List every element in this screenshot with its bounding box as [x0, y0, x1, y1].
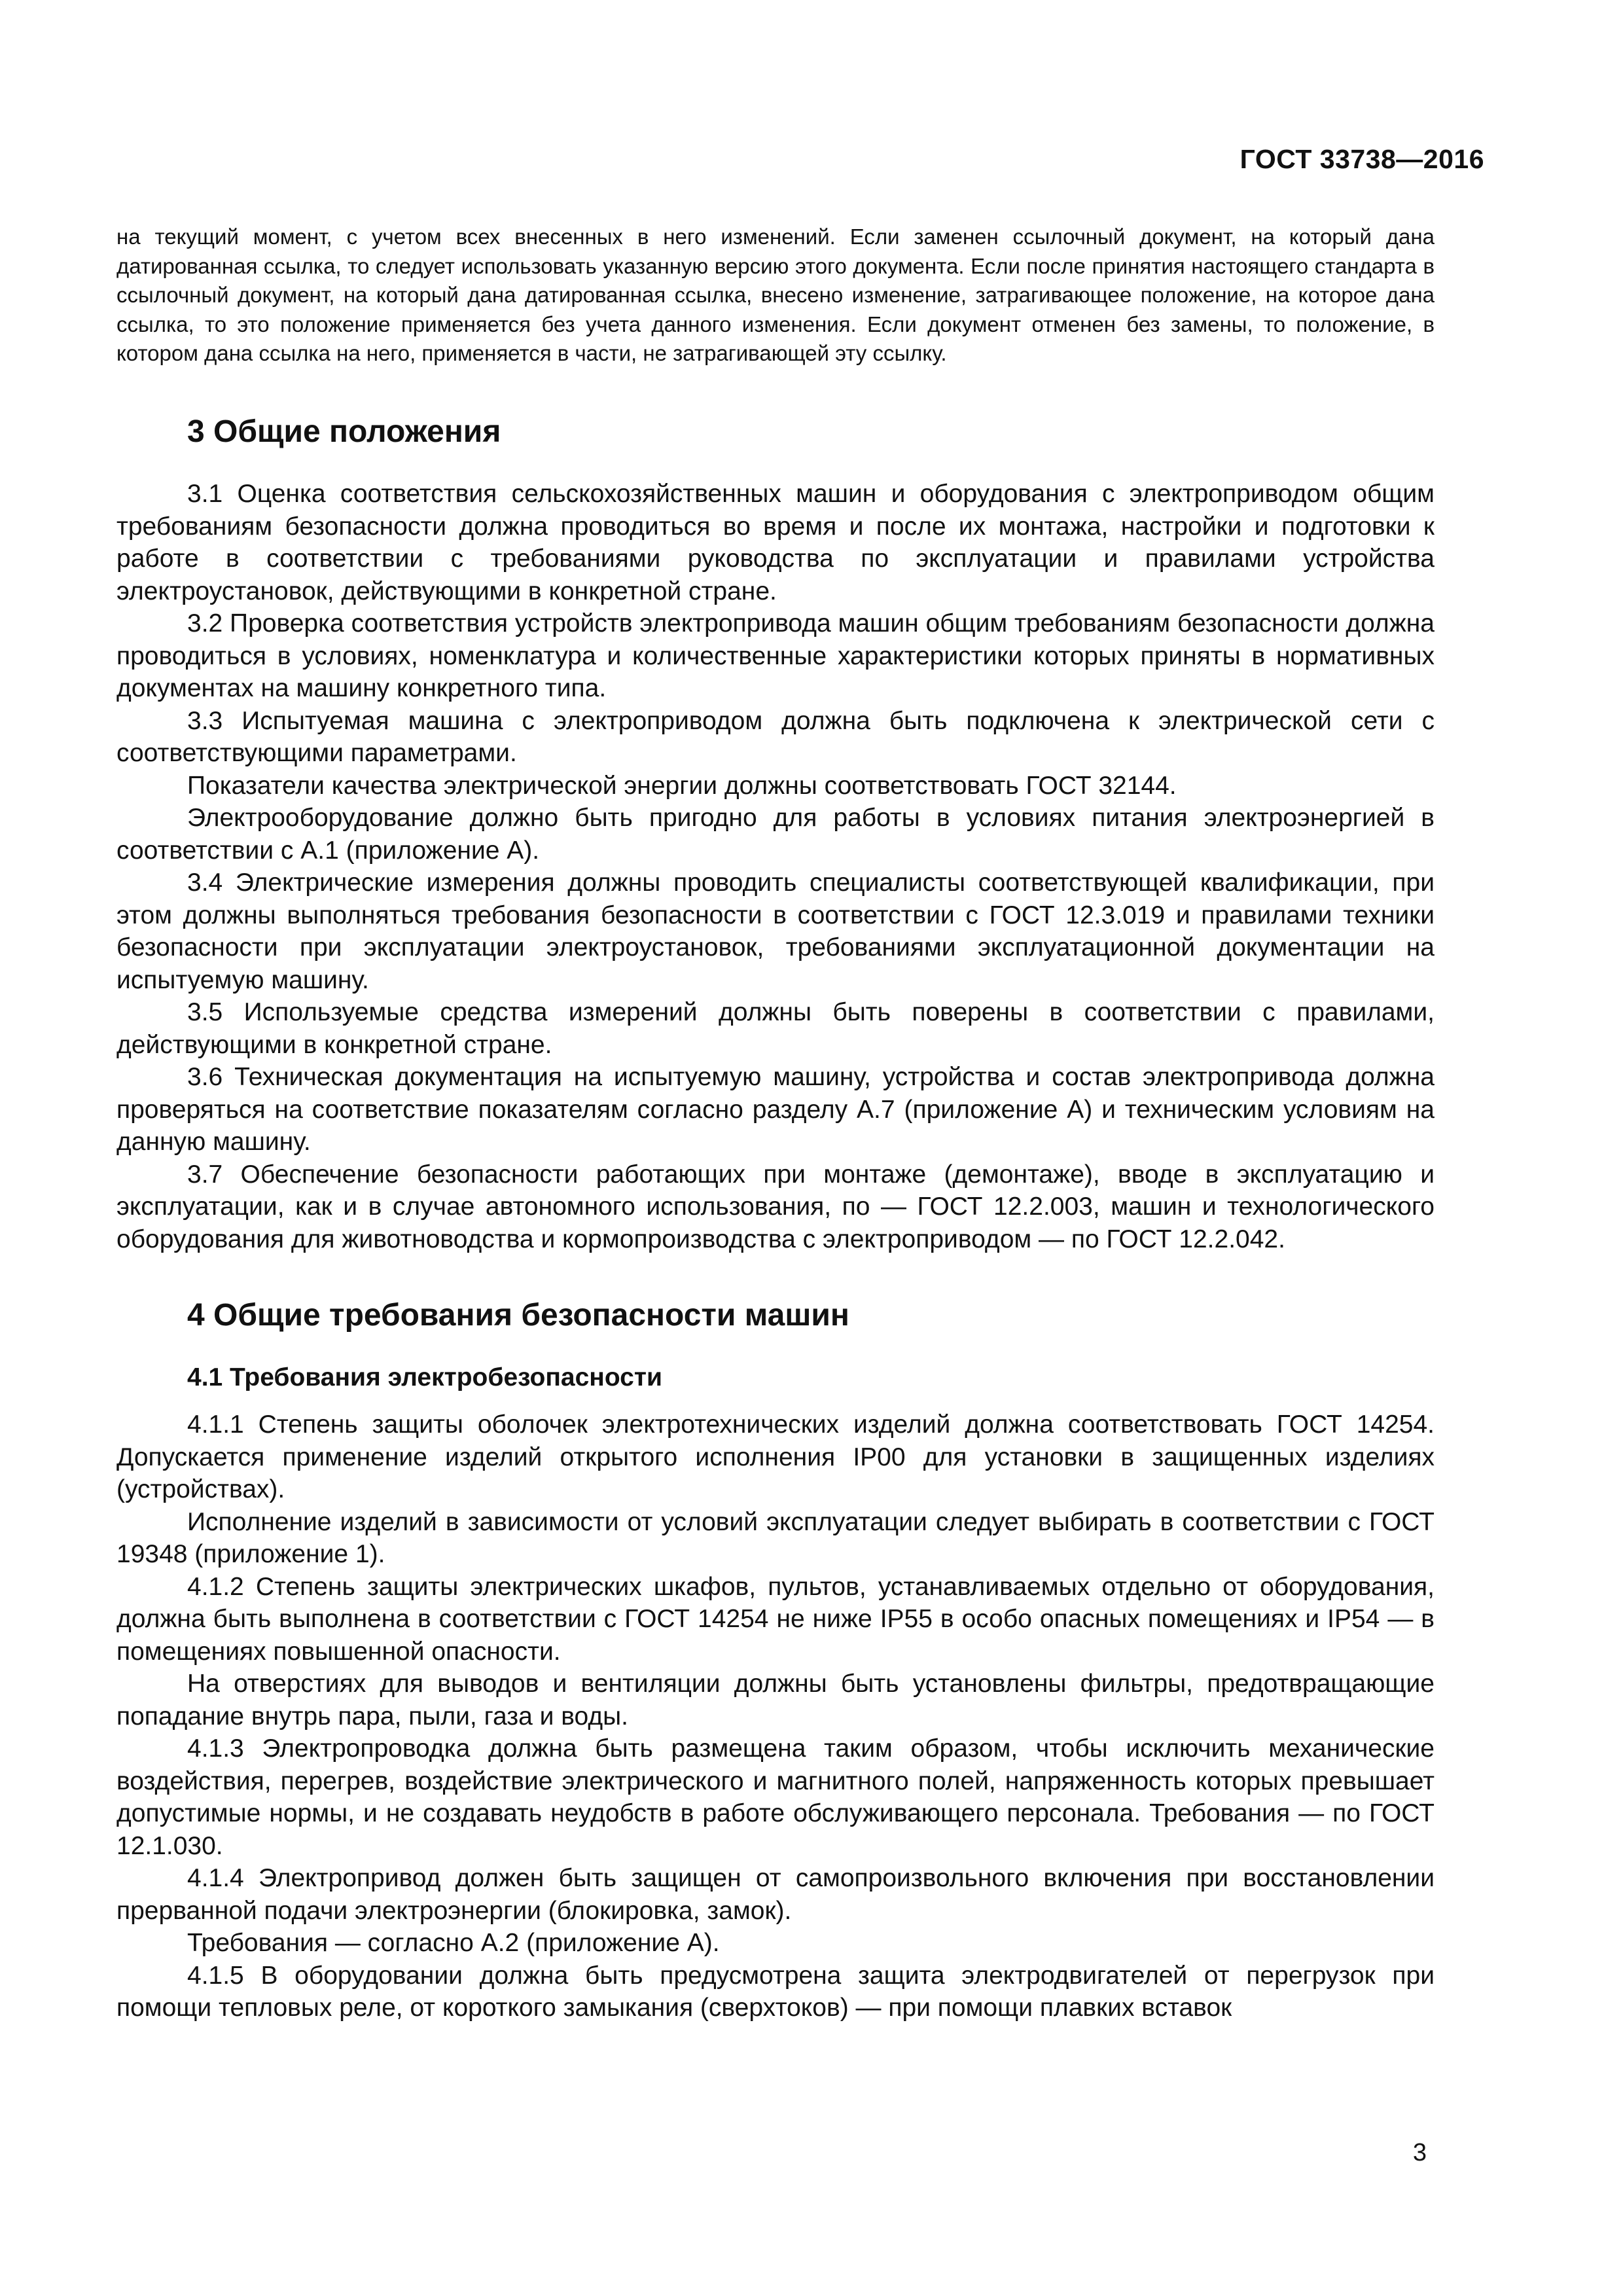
- paragraph-3-7: 3.7 Обеспечение безопасности работающих при монтаже (демонтаже), вводе в эксплуатацию и эксплуатации, как и в случае автономного использования, по — ГОСТ 12.2.003, машин и технологического оборудования для животноводства и кормопроизводства с электроприводом — по ГОСТ 12.2.042.: [116, 1160, 1435, 1253]
- paragraph-3-6: 3.6 Техническая документация на испытуемую машину, устройства и состав электропривода должна проверяться на соответствие показателям согласно разделу А.7 (приложение А) и техническим условиям на данную машину.: [116, 1063, 1435, 1156]
- paragraph-3-1: 3.1 Оценка соответствия сельскохозяйственных машин и оборудования с электроприводом общим требованиям безопасности должна проводиться во время и после их монтажа, настройки и подготовки к работе в соответствии с требованиями руководства по эксплуатации и правилами устройства электроустановок, действующими в конкретной стране.: [116, 480, 1435, 605]
- main-content: [116, 412, 1435, 2024]
- paragraph-4-1-1: 4.1.1 Степень защиты оболочек электротехнических изделий должна соответствовать ГОСТ 14254. Допускается применение изделий открытого исполнения IP00 для установки в защищенных изделиях (устройствах).: [116, 1410, 1435, 1503]
- subsection-4-1-title: 4.1 Требования электробезопасности: [187, 1363, 662, 1391]
- page-number: 3: [1412, 2139, 1427, 2166]
- paragraph-4-1-4: 4.1.4 Электропривод должен быть защищен от самопроизвольного включения при восстановлении прерванной подачи электроэнергии (блокировка, замок).: [116, 1864, 1435, 1925]
- paragraph-3-3-equipment: Электрооборудование должно быть пригодно для работы в условиях питания электроэнергией в соответствии с А.1 (приложение А).: [116, 804, 1435, 865]
- paragraph-3-3-quality: Показатели качества электрической энергии должны соответствовать ГОСТ 32144.: [187, 771, 1177, 800]
- paragraph-3-2: 3.2 Проверка соответствия устройств электропривода машин общим требованиям безопасности должна проводиться в условиях, номенклатура и количественные характеристики которых приняты в нормативных документах на машину конкретного типа.: [116, 609, 1435, 702]
- paragraph-4-1-2-filters: На отверстиях для выводов и вентиляции должны быть установлены фильтры, предотвращающие попадание внутрь пара, пыли, газа и воды.: [116, 1670, 1435, 1731]
- paragraph-4-1-3: 4.1.3 Электропроводка должна быть размещена таким образом, чтобы исключить механические воздействия, перегрев, воздействие электрического и магнитного полей, напряженность которых превышает допустимые нормы, и не создавать неудобств в работе обслуживающего персонала. Требования — по ГОСТ 12.1.030.: [116, 1734, 1435, 1860]
- paragraph-3-3: 3.3 Испытуемая машина с электроприводом должна быть подключена к электрической сети с соответствующими параметрами.: [116, 706, 1435, 767]
- section-3-title: 3 Общие положения: [187, 414, 501, 449]
- paragraph-4-1-5: 4.1.5 В оборудовании должна быть предусмотрена защита электродвигателей от перегрузок при помощи тепловых реле, от короткого замыкания (сверхтоков) — при помощи плавких вставок: [116, 1961, 1435, 2022]
- paragraph-3-5: 3.5 Используемые средства измерений должны быть поверены в соответствии с правилами, действующими в конкретной стране.: [116, 998, 1435, 1059]
- paragraph-4-1-2: 4.1.2 Степень защиты электрических шкафов, пультов, устанавливаемых отдельно от оборудования, должна быть выполнена в соответствии с ГОСТ 14254 не ниже IP55 в особо опасных помещениях и IP54 — в помещениях повышенной опасности.: [116, 1572, 1435, 1666]
- paragraph-4-1-1-execution: Исполнение изделий в зависимости от условий эксплуатации следует выбирать в соответствии с ГОСТ 19348 (приложение 1).: [116, 1507, 1435, 1568]
- section-4-title: 4 Общие требования безопасности машин: [187, 1298, 849, 1333]
- section-spacer: [116, 1255, 1435, 1296]
- document-header: ГОСТ 33738—2016: [1240, 144, 1484, 174]
- paragraph-4-1-4-requirements: Требования — согласно А.2 (приложение А).: [187, 1929, 720, 1957]
- reference-footnote: на текущий момент, с учетом всех внесенных в него изменений. Если заменен ссылочный документ, на который дана датированная ссылка, то следует использовать указанную версию этого документа. Если после принятия настоящего стандарта в ссылочный документ, на который дана датированная ссылка, внесено изменение, затрагивающее положение, на которое дана ссылка, то это положение применяется без учета данного изменения. Если документ отменен без замены, то положение, в котором дана ссылка на него, применяется в части, не затрагивающей эту ссылку.: [116, 224, 1435, 365]
- paragraph-3-4: 3.4 Электрические измерения должны проводить специалисты соответствующей квалификации, при этом должны выполняться требования безопасности в соответствии с ГОСТ 12.3.019 и правилами техники безопасности при эксплуатации электроустановок, требованиями эксплуатационной документации на испытуемую машину.: [116, 869, 1435, 994]
